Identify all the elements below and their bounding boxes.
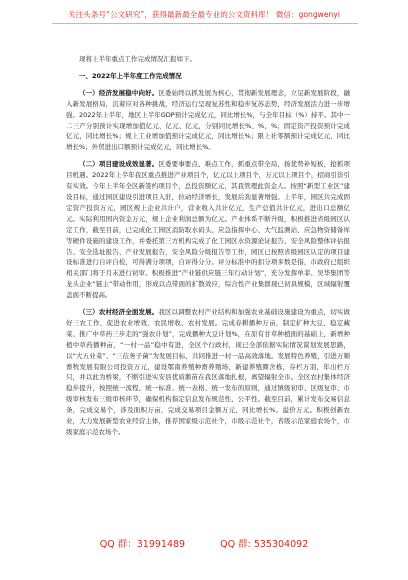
section-text: 我区以调整农村产业结构和加强农业基础设施建设为重点，切实做好三农工作，促进农业增效、农民增收、农村发展。完成春耕播种万亩，制定扩种大豆、稳定藏菜、推广中草药三步走的“强农计划”，完成播种大豆计划%，在原有甘草种植面的基础上，新增种植中草药播种亩，“一村一品”稳中有进，全区个行政村，现已全部依据实际情况谋划发展思路，以“大五业菜”、“三莅务子菌”为发展目标，共同推进一村一品高效落地。发展特色养殖，引进万顺畜牧发展有限公司投资万元，建设鄂南养殖种畜养殖场，新建养殖圈舍栋，存栏万羽，年出栏万只，并以此为桥梁，不断引进实安县优质鹅苗在我区落地扎根，离望辐射全市。全区农村集体经济稳步提升，按照统一流程、统一标准、统一表格、统一发布的原则，通过镇级初审、区级复审、市级审核发布三级审核环节，确保机构指定信息发布规范性、公平性。截至目前，累计发布交易信息条，完成交易个，涉及面积万亩，完成交易项目金额万元，同比增长%。溢价万元。积极创新农业，大力发展新型农业经营主体，推荐国家级示范社个，市级示范社个，省级示范家庭农场个，市级家庭示范农场个。 xyxy=(66,308,351,436)
section-text: 区委始终以抓发展为核心，贯彻新发展理念，立足新发展阶段，融入新发展格局，沉着应对各种挑战，经济运行呈现复苏性和稳步复苏态势，经济发展活力进一步增强。2022年上半年，地区上半年GDP预计完成亿元，同比增长%，与全年目标（%）持平。其中一二三产分别预计实现增加值亿元、亿元、亿元，分别同比增长%、%、%；固定资产投资预计完成亿元，同比增长%；规上工业增加值预计完成亿元，同比增长%；限上社零额预计完成亿元，同比增长%；外贸进出口额预计完成亿元，同比增长%。 xyxy=(66,88,351,152)
section-lead: （二）项目建设成效显著。 xyxy=(79,160,159,169)
section-economy xyxy=(66,88,350,153)
section-text: 区委要事要点、难点工作，抓重点带全局，扬优势补短板，抢抓项目机遇。2022年上半年我区重点推进产业项目个，亿元以上项目个，万元以上项目个，招商引资引有实效。今年上半年全区新签约项目个，总投资额亿元，其我管理此资金人。按照“新型工业区”建设目标，通过园区建设引进项目入驻，拉动经济增长，发展后劲显著增强。上半年，园区共完成固定资产投资万元，园区规上企业共计户，营业收入共计亿元，生产总值共计亿元，进出口总额亿元。实际利用国内资金万元，规上企业利润总额为亿元。产业体系不断升级，积极推进省级园区认定工作，截至目前，已完成化工园区消防取水码头、应急指挥中心、大气监测站、应急物资储备库等硬件设施的建设工作，并委托第三方机构完成了化工园区水资源论证报告、安全风险整体评估报告、安全选址报告、产业发展报告，安全风险分级报告等工作，园区已按照省级园区认定的项目建设标准进行自评自检，可得满分项项，自评得分分。评分标准中的扣分项多数是指，市政府已组织相关部门将于月末进行初审。积极推进“产业链供应链三年行动计划”，充分发挥单菲、吴华集团等龙头企业“链主”带动作用，形成以点带面的扩散效应，综合性产业集群现已初具规模，区域辐射覆盖面不断提高。 xyxy=(66,160,351,300)
section-projects xyxy=(66,159,350,301)
qq-group-1: QQ 群：31991489 xyxy=(99,539,186,550)
qq-group-2: QQ 群: 535304092 xyxy=(220,539,309,550)
section-lead: （三）农村经济全面发展。 xyxy=(79,308,159,317)
intro-paragraph: 现将上半年重点工作完成情况汇报如下。 xyxy=(79,55,196,63)
section-heading: 一、2022年上半年度工作完成情况 xyxy=(79,71,182,80)
section-rural xyxy=(66,307,350,438)
section-lead: （一）经济发展稳中向好。 xyxy=(79,88,159,97)
document-body xyxy=(66,54,350,444)
footer-contacts xyxy=(0,536,408,550)
banner-divider xyxy=(52,23,358,24)
promo-banner: 关注头条号“公文研究”，获得最新最全最专业的公文资料库！ 微信：gongwenyi xyxy=(68,10,340,19)
